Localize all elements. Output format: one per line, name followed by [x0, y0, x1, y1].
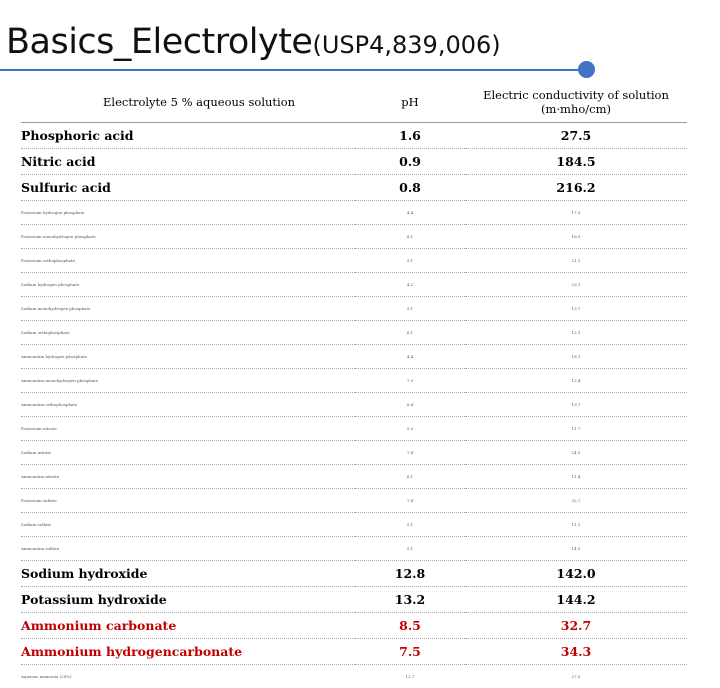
cell-conductivity: 23.1	[465, 273, 687, 297]
cell-ph: 9.1	[355, 249, 465, 273]
cell-ph: 8.1	[355, 225, 465, 249]
table-row	[21, 417, 687, 441]
cell-electrolyte: Sodium monohydrogen phosphate	[21, 297, 355, 321]
table-row	[21, 393, 687, 417]
electrolyte-table	[21, 82, 687, 688]
table-row	[21, 513, 687, 537]
cell-electrolyte: Potassium hydroxide	[21, 587, 355, 613]
cell-conductivity: 32.7	[465, 613, 687, 639]
cell-conductivity: 12.1	[465, 321, 687, 345]
cell-ph: 7.5	[355, 639, 465, 665]
header-solution: Electrolyte 5 % aqueous solution	[21, 82, 355, 123]
cell-conductivity: 19.7	[465, 393, 687, 417]
table-row	[21, 345, 687, 369]
cell-conductivity: 27.5	[465, 123, 687, 149]
cell-ph: 8.5	[355, 613, 465, 639]
cell-conductivity: 21.1	[465, 249, 687, 273]
cell-electrolyte: Phosphoric acid	[21, 123, 355, 149]
cell-conductivity: 27.5	[465, 665, 687, 688]
cell-conductivity: 12.4	[465, 369, 687, 393]
cell-ph: 7.4	[355, 489, 465, 513]
table-row	[21, 321, 687, 345]
cell-ph: 5.1	[355, 537, 465, 561]
cell-conductivity: 16.9	[465, 225, 687, 249]
cell-conductivity: 11.1	[465, 513, 687, 537]
cell-electrolyte: Ammonium orthophosphate	[21, 393, 355, 417]
title-underline-dot	[578, 61, 595, 78]
table-row	[21, 175, 687, 201]
cell-ph: 8.4	[355, 393, 465, 417]
cell-conductivity: 11.4	[465, 465, 687, 489]
cell-electrolyte: Nitric acid	[21, 149, 355, 175]
cell-conductivity: 216.2	[465, 175, 687, 201]
cell-electrolyte: Potassium monohydrogen phosphate	[21, 225, 355, 249]
header-conductivity	[465, 82, 687, 123]
cell-ph: 6.1	[355, 465, 465, 489]
table-body	[21, 123, 687, 688]
cell-conductivity: 184.5	[465, 149, 687, 175]
cell-electrolyte: Sodium nitrate	[21, 441, 355, 465]
table-row	[21, 273, 687, 297]
cell-conductivity: 142.0	[465, 561, 687, 587]
cell-electrolyte: Ammonium hydrogencarbonate	[21, 639, 355, 665]
cell-electrolyte: Ammonium nitrate	[21, 465, 355, 489]
cell-ph: 9.1	[355, 297, 465, 321]
table-row	[21, 537, 687, 561]
cell-conductivity: 18.1	[465, 345, 687, 369]
table-row	[21, 225, 687, 249]
slide-title-main: Basics_Electrolyte	[6, 22, 312, 62]
slide-title-sub: (USP4,839,006)	[312, 31, 500, 59]
table-header	[21, 82, 687, 123]
cell-electrolyte: Potassium orthophosphate	[21, 249, 355, 273]
cell-electrolyte: Aqueous ammonia (28%)	[21, 665, 355, 688]
table-row	[21, 123, 687, 149]
header-conductivity-line1: Electric conductivity of solution	[483, 88, 669, 102]
table-row	[21, 489, 687, 513]
cell-conductivity: 11.7	[465, 417, 687, 441]
cell-ph: 7.9	[355, 369, 465, 393]
cell-electrolyte: Sulfuric acid	[21, 175, 355, 201]
cell-electrolyte: Sodium orthophosphate	[21, 321, 355, 345]
cell-conductivity: 17.3	[465, 201, 687, 225]
cell-ph: 5.1	[355, 513, 465, 537]
slide-title	[6, 22, 501, 62]
table-row	[21, 441, 687, 465]
cell-conductivity: 24.5	[465, 441, 687, 465]
cell-ph: 7.4	[355, 441, 465, 465]
cell-ph: 5.5	[355, 417, 465, 441]
cell-ph: 4.2	[355, 273, 465, 297]
title-underline	[0, 69, 588, 71]
cell-electrolyte: Potassium sulfate	[21, 489, 355, 513]
cell-ph: 13.2	[355, 587, 465, 613]
table-row	[21, 465, 687, 489]
table-row	[21, 561, 687, 587]
cell-electrolyte: Ammonium hydrogen phosphate	[21, 345, 355, 369]
cell-ph: 0.8	[355, 175, 465, 201]
table-row	[21, 201, 687, 225]
cell-electrolyte: Ammonium monohydrogen phosphate	[21, 369, 355, 393]
header-ph: pH	[355, 82, 465, 123]
cell-electrolyte: Potassium nitrate	[21, 417, 355, 441]
cell-ph: 0.9	[355, 149, 465, 175]
table-row	[21, 587, 687, 613]
table-row	[21, 369, 687, 393]
cell-conductivity: 32.7	[465, 489, 687, 513]
cell-ph: 12.8	[355, 561, 465, 587]
cell-conductivity: 13.7	[465, 297, 687, 321]
cell-electrolyte: Sodium hydrogen phosphate	[21, 273, 355, 297]
cell-ph: 12.7	[355, 665, 465, 688]
cell-electrolyte: Ammonium carbonate	[21, 613, 355, 639]
cell-ph: 1.6	[355, 123, 465, 149]
cell-electrolyte: Potassium hydrogen phosphate	[21, 201, 355, 225]
table-row	[21, 639, 687, 665]
table-header-row	[21, 82, 687, 123]
table-row	[21, 149, 687, 175]
table-row	[21, 249, 687, 273]
cell-electrolyte: Sodium hydroxide	[21, 561, 355, 587]
cell-electrolyte: Sodium sulfate	[21, 513, 355, 537]
table-row	[21, 297, 687, 321]
table-row	[21, 665, 687, 688]
header-conductivity-line2: (m·mho/cm)	[541, 102, 611, 116]
cell-ph: 4.4	[355, 201, 465, 225]
cell-conductivity: 14.5	[465, 537, 687, 561]
table-row	[21, 613, 687, 639]
cell-conductivity: 34.3	[465, 639, 687, 665]
cell-electrolyte: Ammonium sulfate	[21, 537, 355, 561]
cell-conductivity: 144.2	[465, 587, 687, 613]
cell-ph: 6.1	[355, 321, 465, 345]
cell-ph: 4.4	[355, 345, 465, 369]
